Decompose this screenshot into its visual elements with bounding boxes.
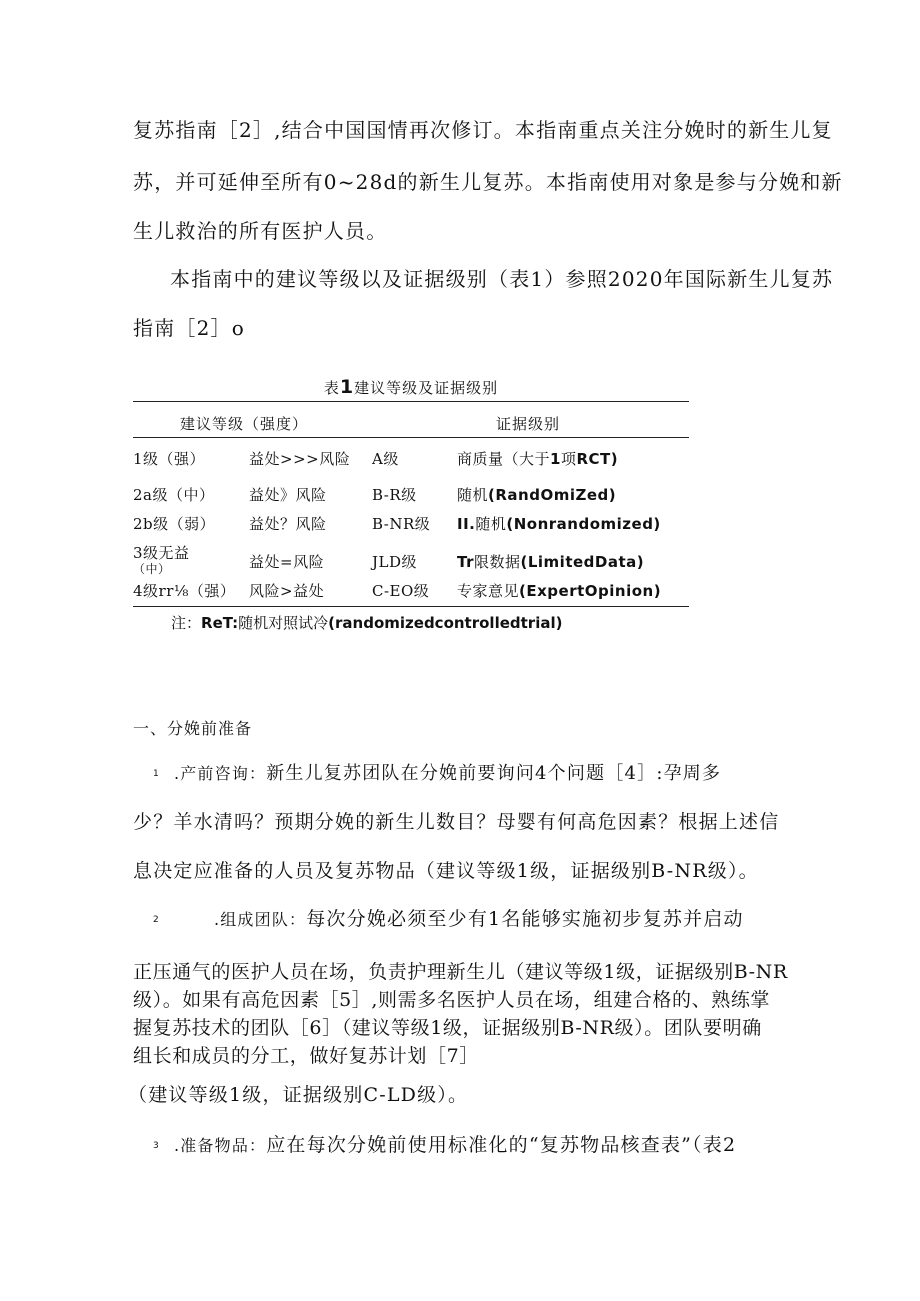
paragraph-line: 复苏指南［2］,结合中国国情再次修订。本指南重点关注分娩时的新生儿复 xyxy=(133,118,833,142)
paragraph-line: 正压通气的医护人员在场，负责护理新生儿（建议等级1级，证据级别B-NR xyxy=(133,961,788,983)
grade-cell: 2a级（中） xyxy=(133,486,215,504)
evidence-desc-cell xyxy=(457,580,661,601)
desc-bold: (ExpertOpinion) xyxy=(519,582,662,600)
balance-cell: 益处？风险 xyxy=(249,515,327,533)
item-lead: .组成团队： xyxy=(213,910,307,929)
desc-text: 随机 xyxy=(475,515,507,533)
desc-bold: RCT) xyxy=(576,450,619,468)
list-item xyxy=(153,760,721,788)
table-bottom-rule xyxy=(133,606,689,607)
item-text: 每次分娩必须至少有1名能够实施初步复苏并启动 xyxy=(306,908,744,930)
paragraph-line: 组长和成员的分工，做好复苏计划［7］ xyxy=(133,1045,479,1067)
desc-bold: Tr xyxy=(457,553,474,571)
section-title: 一、分娩前准备 xyxy=(133,719,253,738)
item-text: 应在每次分娩前使用标准化的“复苏物品核查表”（表2 xyxy=(266,1134,737,1156)
balance-cell: 益处=风险 xyxy=(249,553,325,571)
desc-text: 专家意见 xyxy=(457,582,520,600)
evidence-desc-cell xyxy=(457,484,616,505)
balance-cell: 益处》风险 xyxy=(249,486,327,504)
paragraph-line: 本指南中的建议等级以及证据级别（表1）参照2020年国际新生儿复苏 xyxy=(170,267,834,291)
paragraph-line: 息决定应准备的人员及复苏物品（建议等级1级，证据级别B-NR级）。 xyxy=(133,860,759,882)
table-caption-prefix: 表 xyxy=(323,379,340,397)
evidence-cell: A级 xyxy=(372,450,399,468)
evidence-desc-cell xyxy=(457,551,644,572)
item-lead: .准备物品： xyxy=(173,1136,267,1155)
desc-text: 随机 xyxy=(457,486,489,504)
desc-bold: (Nonrandomized) xyxy=(506,515,661,533)
desc-text: 限数据 xyxy=(473,553,521,571)
paragraph-line: 握复苏技术的团队［6］（建议等级1级，证据级别B-NR级）。团队要明确 xyxy=(133,1017,762,1039)
desc-bold: II. xyxy=(457,515,476,533)
item-number: 1 xyxy=(153,769,160,779)
list-item xyxy=(153,1131,736,1160)
table-caption xyxy=(133,376,689,398)
grade-cell: 2b级（弱） xyxy=(133,515,216,533)
table-note xyxy=(171,612,562,633)
item-number: 3 xyxy=(153,1141,160,1151)
note-text: 随机对照试冷 xyxy=(238,614,329,632)
table-top-rule xyxy=(133,401,689,402)
item-text: 新生儿复苏团队在分娩前要询问4个问题［4］:孕周多 xyxy=(266,763,722,784)
balance-cell: 风险>益处 xyxy=(249,582,325,600)
desc-bold: (RandOmiZed) xyxy=(488,486,617,504)
desc-text: 商质量（大于 xyxy=(457,450,551,468)
paragraph-line: 指南［2］o xyxy=(133,316,245,340)
table-header-rule xyxy=(133,437,689,438)
evidence-cell: C-EO级 xyxy=(372,582,430,600)
note-prefix: 注： xyxy=(171,614,202,632)
table-caption-text: 建议等级及证据级别 xyxy=(354,379,499,397)
paragraph-line: 级）。如果有高危因素［5］,则需多名医护人员在场，组建合格的、熟练掌 xyxy=(133,989,771,1011)
grade-cell: 1级（强） xyxy=(133,450,206,468)
paragraph-line: 生儿救治的所有医护人员。 xyxy=(133,219,388,243)
balance-cell: 益处>>>风险 xyxy=(249,450,351,468)
table-header-evidence: 证据级别 xyxy=(496,415,561,433)
paragraph-line: 少？羊水清吗？预期分娩的新生儿数目？母婴有何高危因素？根据上述信 xyxy=(133,811,780,833)
list-item xyxy=(153,905,744,934)
table-header-grade: 建议等级（强度） xyxy=(180,415,309,433)
evidence-cell: JLD级 xyxy=(372,553,418,571)
evidence-desc-cell xyxy=(457,448,618,469)
grade-cell-extra: （中） xyxy=(133,562,171,576)
note-english: (randomizedcontrolledtrial) xyxy=(328,614,563,632)
desc-bold: (LimitedData) xyxy=(520,553,645,571)
evidence-cell: B-NR级 xyxy=(372,515,431,533)
item-number: 2 xyxy=(153,915,160,925)
desc-text: 项 xyxy=(560,450,577,468)
paragraph-line: （建议等级1级，证据级别C-LD级）。 xyxy=(128,1084,469,1106)
grade-cell: 4级rr⅛（强） xyxy=(133,582,236,600)
grade-cell: 3级无益 xyxy=(133,544,190,562)
item-lead: .产前咨询： xyxy=(173,764,267,783)
evidence-desc-cell xyxy=(457,513,661,534)
evidence-cell: B-R级 xyxy=(372,486,417,504)
table-caption-number: 1 xyxy=(339,376,355,398)
paragraph-line: 苏，并可延伸至所有0~28d的新生儿复苏。本指南使用对象是参与分娩和新 xyxy=(133,170,843,194)
note-abbr: ReT: xyxy=(201,614,239,632)
desc-bold: 1 xyxy=(550,450,561,468)
